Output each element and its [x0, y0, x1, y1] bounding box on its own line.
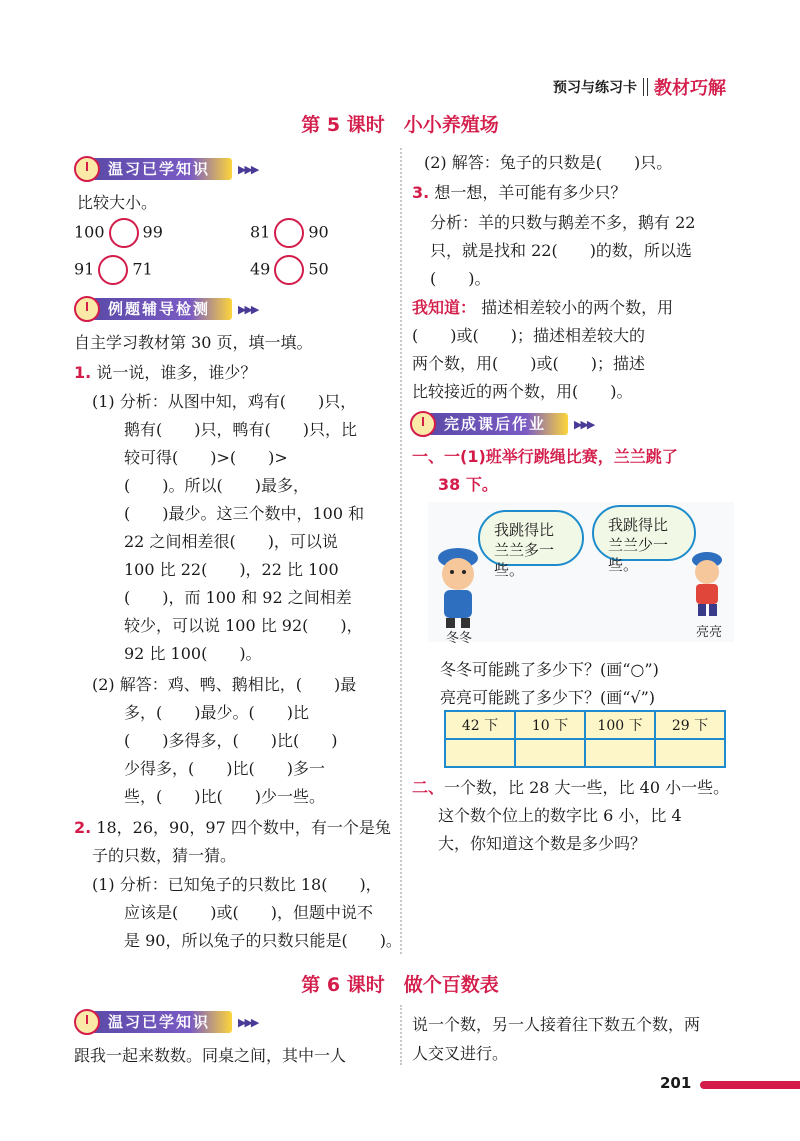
- compare-circle[interactable]: [274, 255, 304, 285]
- options-table: [444, 710, 726, 768]
- guide-badge: [74, 295, 257, 323]
- compare-item: [250, 255, 329, 285]
- review-badge-label: 温习已学知识: [92, 158, 232, 180]
- lesson6-right-line1: 说一个数，另一人接着往下数五个数，两: [412, 1015, 701, 1034]
- q1-line: ( )多得多，( )比( ): [124, 731, 338, 750]
- answer-cell[interactable]: [655, 739, 725, 767]
- q2-line: (1) 分析：已知兔子的只数比 18( )，: [92, 875, 382, 894]
- compare-circle[interactable]: [98, 255, 128, 285]
- q2-line: 是 90，所以兔子的只数只能是( )。: [124, 931, 402, 950]
- homework-q2: [412, 775, 729, 798]
- page-header: [553, 74, 726, 100]
- compare-circle[interactable]: [274, 218, 304, 248]
- label-liangliang: 亮亮: [696, 625, 723, 640]
- eye-shape: [450, 570, 454, 574]
- q2-answer: (2) 解答：兔子的只数是( )只。: [424, 153, 673, 172]
- eye-shape: [462, 570, 466, 574]
- q1-line: 少得多，( )比( )多一: [124, 759, 325, 778]
- column-divider: [400, 148, 402, 954]
- question-number: 一、: [412, 447, 445, 466]
- clock-icon: [410, 411, 436, 437]
- homework-q1-line2: 38 下。: [438, 475, 498, 494]
- know-line: 比较接近的两个数，用( )。: [412, 382, 633, 401]
- homework-q1: [412, 444, 678, 467]
- header-divider: [643, 78, 648, 96]
- q1-line: 鹅有( )只，鸭有( )只，比: [124, 420, 357, 439]
- q1-line: 多，( )最少。( )比: [124, 703, 309, 722]
- speech-bubble-right: 我跳得比兰兰少一些。: [592, 505, 696, 561]
- review-prompt: 比较大小。: [77, 193, 158, 212]
- compare-item: [74, 255, 153, 285]
- answer-row: [445, 739, 725, 767]
- q3-line: 只，就是找和 22( )的数，所以选: [430, 241, 692, 260]
- q1-line: (2) 解答：鸡、鸭、鹅相比，( )最: [92, 675, 357, 694]
- compare-left: 91: [74, 259, 95, 279]
- question-text: 一个数，比 28 大一些，比 40 小一些。: [444, 778, 730, 797]
- footer-bar: [700, 1081, 800, 1089]
- compare-left: 49: [250, 259, 271, 279]
- q1-line: 22 之间相差很( )，可以说: [124, 532, 338, 551]
- q1-line: 92 比 100( )。: [124, 644, 262, 663]
- q3-line: 分析：羊的只数与鹅差不多，鹅有 22: [430, 213, 696, 232]
- arrows-icon: ▶▶▶: [238, 1015, 258, 1029]
- q1-line: 较少，可以说 100 比 92( )，: [124, 616, 363, 635]
- q1-line: ( )。所以( )最多，: [124, 476, 309, 495]
- question-number: 3.: [412, 183, 430, 202]
- ask-liangliang: 亮亮可能跳了多少下？(画“√”): [440, 688, 656, 707]
- leg-shape: [709, 604, 717, 616]
- know-text: 描述相差较小的两个数，用: [481, 298, 674, 317]
- q2-line: 应该是( )或( )，但题中说不: [124, 903, 373, 922]
- compare-right: 90: [308, 222, 329, 242]
- clock-icon: [74, 156, 100, 182]
- arrows-icon: ▶▶▶: [238, 302, 258, 316]
- question-1: [74, 360, 256, 383]
- series-label: 预习与练习卡: [553, 80, 637, 96]
- answer-cell[interactable]: [515, 739, 585, 767]
- compare-circle[interactable]: [109, 218, 139, 248]
- compare-right: 50: [308, 259, 329, 279]
- q1-line: (1) 分析：从图中知，鸡有( )只，: [92, 392, 357, 411]
- label-dongdong: 冬冬: [446, 631, 473, 646]
- shirt-shape: [696, 584, 718, 604]
- q2-line: 子的只数，猜一猜。: [92, 846, 237, 865]
- know-line: 两个数，用( )或( )；描述: [412, 354, 645, 373]
- brand-label: 教材巧解: [654, 78, 726, 99]
- compare-right: 71: [132, 259, 153, 279]
- question-number: 1.: [74, 363, 92, 382]
- leg-shape: [698, 604, 706, 616]
- face-shape: [695, 560, 719, 584]
- lesson6-review-badge: [74, 1008, 257, 1036]
- question-text: 说一说，谁多，谁少？: [96, 363, 257, 382]
- clock-icon: [74, 296, 100, 322]
- boy-liangliang-figure: [682, 548, 732, 618]
- q2-line: 这个数个位上的数字比 6 小，比 4: [438, 806, 682, 825]
- compare-item: [250, 218, 329, 248]
- answer-cell[interactable]: [445, 739, 515, 767]
- lesson6-title: 第 6 课时 做个百数表: [301, 974, 499, 996]
- compare-left: 81: [250, 222, 271, 242]
- ask-dongdong: 冬冬可能跳了多少下？(画“○”): [440, 660, 659, 679]
- lesson6-left-text: 跟我一起来数数。同桌之间，其中一人: [74, 1046, 347, 1065]
- option-cell: 42 下: [445, 711, 515, 739]
- option-cell: 29 下: [655, 711, 725, 739]
- compare-right: 99: [142, 222, 163, 242]
- know-line: ( )或( )；描述相差较大的: [412, 326, 645, 345]
- question-2: [74, 815, 391, 838]
- answer-cell[interactable]: [585, 739, 655, 767]
- question-number: 2.: [74, 818, 92, 837]
- q2-line: 大，你知道这个数是多少吗？: [438, 834, 647, 853]
- q1-line: 些，( )比( )少一些。: [124, 787, 325, 806]
- page-number: 201: [660, 1074, 692, 1092]
- lesson6-badge-label: 温习已学知识: [92, 1011, 232, 1033]
- q1-line: ( )最少。这三个数中，100 和: [124, 504, 365, 523]
- arrows-icon: ▶▶▶: [574, 417, 594, 431]
- review-badge: [74, 155, 257, 183]
- q1-line: 100 比 22( )，22 比 100: [124, 560, 339, 579]
- question-text: 一(1)班举行跳绳比赛，兰兰跳了: [444, 447, 678, 466]
- face-shape: [442, 558, 474, 590]
- know-tip: [412, 295, 673, 318]
- boy-dongdong-figure: [428, 540, 488, 630]
- lesson5-title: 第 5 课时 小小养殖场: [301, 114, 499, 136]
- question-text: 18，26，90，97 四个数中，有一个是兔: [96, 818, 391, 837]
- option-cell: 10 下: [515, 711, 585, 739]
- column-divider: [400, 1005, 402, 1065]
- homework-badge: [410, 410, 593, 438]
- guide-badge-label: 例题辅导检测: [92, 298, 232, 320]
- options-row: [445, 711, 725, 739]
- option-cell: 100 下: [585, 711, 655, 739]
- arrows-icon: ▶▶▶: [238, 162, 258, 176]
- know-label: 我知道：: [412, 298, 477, 317]
- homework-badge-label: 完成课后作业: [428, 413, 568, 435]
- q3-line: ( )。: [430, 269, 491, 288]
- question-text: 想一想，羊可能有多少只？: [434, 183, 627, 202]
- overalls-shape: [444, 590, 472, 618]
- guide-intro: 自主学习教材第 30 页，填一填。: [74, 333, 313, 352]
- compare-item: [74, 218, 163, 248]
- compare-left: 100: [74, 222, 105, 242]
- q1-line: 较可得( )>( )>: [124, 448, 288, 467]
- question-3: [412, 180, 626, 203]
- lesson6-right-line2: 人交叉进行。: [412, 1044, 509, 1063]
- speech-bubble-left: 我跳得比兰兰多一些。: [478, 510, 584, 566]
- clock-icon: [74, 1009, 100, 1035]
- q1-line: ( )，而 100 和 92 之间相差: [124, 588, 352, 607]
- question-number: 二、: [412, 778, 445, 797]
